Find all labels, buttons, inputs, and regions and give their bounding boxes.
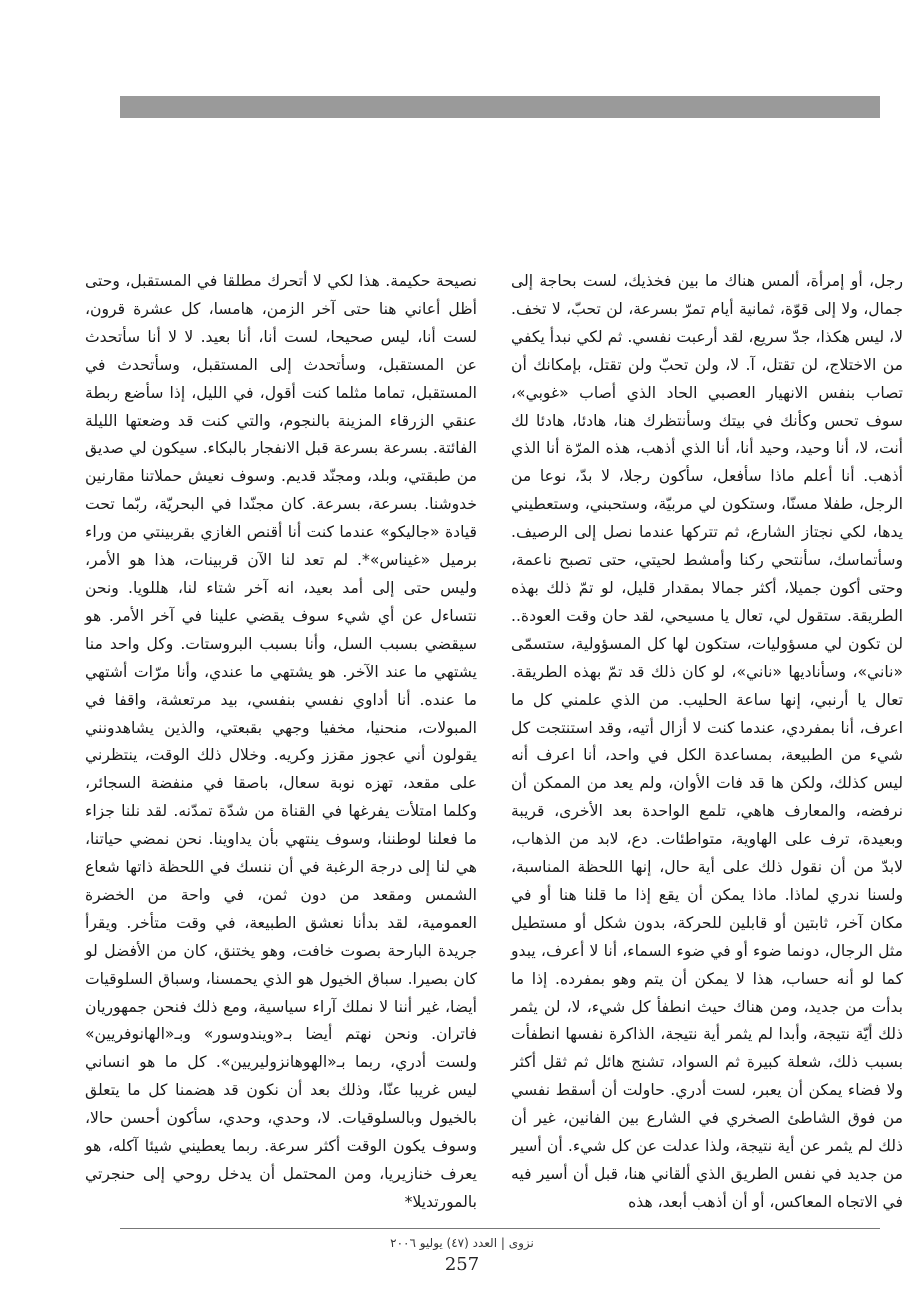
- right-column-paragraph: رجل، أو إمرأة، ألمس هناك ما بين فخذيك، لست بحاجة إلى جمال، ولا إلى قوّة، ثمانية أيام تمرّ بسرعة، لن تحبّ، لا تخف. لا، ليس هكذا، جدّ سريع، لقد أرعبت نفسي. ثم لكي نبدأ يكفي من الاختلاج، لن تقتل، آ. لا، ولن تحبّ ولن تقتل، بإمكانك أن تصاب بنفس الانهيار العصبي الحاد الذي أصاب «غوبي»، سوف تحس وكأنك في بيتك وسأنتظرك هنا، هادئا، هادئا لك أنت، لا، أنا وحيد، وحيد أنا، أنا الذي أذهب، هذه المرّة أنا الذي أذهب. أنا أعلم ماذا سأفعل، سأكون رجلا، لا بدّ، نوعا من الرجل، طفلا مسنّا، وستكون لي مربيّة، وستحبني، وستعطيني يدها، لكي نجتاز الشارع، ثم تتركها عندما نصل إلى الرصيف. وسأتماسك، سأنتحي ركنا وأمشط لحيتي، حتى تصبح ناعمة، وحتى أكون جميلا، أكثر جمالا بمقدار قليل، لو تمّ ذلك بهذه الطريقة. ستقول لي، تعال يا مسيحي، لقد حان وقت العودة.. لن تكون لي مسؤوليات، ستكون لها كل المسؤولية، ستسمّى «ناني»، وسأناديها «ناني»، لو كان ذلك قد تمّ بهذه الطريقة. تعال يا أرنبي، إنها ساعة الحليب. من الذي علمني كل ما اعرف، أنا بمفردي، عندما كنت لا أزال أتيه، وقد استنتجت كل شيء من الطبيعة، بمساعدة الكل في واحد، أنا اعرف أنه ليس كذلك، ولكن ها قد فات الأوان، ولم يعد من الممكن أن نرفضه، والمعارف هاهي، تلمع الواحدة بعد الأخرى، قريبة وبعيدة، ترف على الهاوية، متواطئات. دع، لابد من الذهاب، لابدّ من أن نقول ذلك على أية حال، إنها اللحظة المناسبة، ولسنا ندري لماذا. ماذا يمكن أن يقع إذا ما قلنا هنا أو في مكان آخر، ثابتين أو قابلين للحركة، بدون شكل أو مستطيل مثل الرجال، دونما ضوء أو في ضوء السماء، أنا لا أعرف، يبدو كما لو أنه حساب، هذا لا يمكن أن يتم وهو بمفرده. إذا ما بدأت من جديد، ومن هناك حيث انطفأ كل شيء، لا، لن يثمر ذلك أيّة نتيجة، وأبدا لم يثمر أية نتيجة، الذاكرة نفسها انطفأت بسبب ذلك، شعلة كبيرة ثم السواد، تشنج هائل ثم ثقل أكثر ولا فضاء يمكن أن يعبر، لست أدري. حاولت أن أسقط نفسي من فوق الشاطئ الصخري في الشارع بين الفانين، غير أن ذلك لم يثمر عن أية نتيجة، ولذا عدلت عن كل شيء. أن أسير من جديد في نفس الطريق الذي ألقاني هنا، قبل أن أسير فيه في الاتجاه المعاكس، أو أن أذهب أبعد، هذه: [511, 272, 903, 1211]
- journal-issue-line: نزوى | العدد (٤٧) يوليو ٢٠٠٦: [390, 1236, 534, 1250]
- left-column-paragraph: نصيحة حكيمة. هذا لكي لا أتحرك مطلقا في المستقبل، وحتى أظل أعاني هنا حتى آخر الزمن، هامسا، كل عشرة قرون، لست أنا، ليس صحيحا، لست أنا، أنا بعيد. لا لا أنا سأتحدث عن المستقبل، وسأتحدث إلى المستقبل، وسأتحدث في المستقبل، تماما مثلما كنت أقول، في الليل، إذا سأضع ربطة عنقي الزرقاء المزينة بالنجوم، والتي كنت قد وضعتها الليلة الفائتة. بسرعة بسرعة قبل الانفجار بالبكاء. سيكون لي صديق من طبقتي، وبلد، ومجنّد قديم. وسوف نعيش حملاتنا مقارنين خدوشنا. بسرعة، بسرعة. كان مجنّدا في البحريّة، ربّما تحت قيادة «جاليكو» عندما كنت أنا أقنص الغازي بقربينتي من وراء برميل «غيناس»*. لم تعد لنا الآن قربينات، هذا هو الأمر، وليس حتى إلى أمد بعيد، انه آخر شتاء لنا، هللويا. ونحن نتساءل عن أي شيء سوف يقضي علينا في آخر الأمر. هو سيقضي بسبب السل، وأنا بسبب البروستات. وكل واحد منا يشتهي ما عند الآخر. هو يشتهي ما عندي، وأنا مرّات أشتهي ما عنده. أنا أداوي نفسي بنفسي، بيد مرتعشة، واقفا في المبولات، منحنيا، مخفيا وجهي بقبعتي، والذين يشاهدونني يقولون أني عجوز مقزز وكريه. وخلال ذلك الوقت، ينتظرني على مقعد، تهزه نوبة سعال، باصقا في منفضة السجائر، وكلما امتلأت يفرغها في القناة من شدّة تمدّنه. لقد نلنا جزاء ما فعلنا لوطننا، وسوف ينتهي بأن يداوينا. نحن نمضي حياتنا، هي لنا إلى درجة الرغبة في أن ننسك في اللحظة ذاتها شعاع الشمس ومقعد من دون ثمن، في واحة من الخضرة العمومية، لقد بدأنا نعشق الطبيعة، في وقت متأخر. ويقرأ جريدة البارحة بصوت خافت، وهو يختنق، كان من الأفضل لو كان بصيرا. سباق الخيول هو الذي يحمسنا، وسباق السلوقيات أيضا، غير أننا لا نملك آراء سياسية، ومع ذلك فنحن جمهوريان فاتران. ونحن نهتم أيضا بـ«ويندوسور» وبـ«الهانوفريين» ولست أدري، ربما بـ«الهوهانزوليريين». كل ما هو انساني ليس غريبا عنّا، وذلك بعد أن نكون قد هضمنا كل ما يتعلق بالخيول وبالسلوقيات. لا، وحدي، وحدي، سأكون أحسن حالا، وسوف يكون الوقت أكثر سرعة. ربما يعطيني شيئا آكله، هو يعرف خنازيريا، ومن المحتمل أن يدخل روحي إلى حنجرتي بالمورتديلا*: [85, 272, 477, 1211]
- footer-rule: [120, 1228, 880, 1229]
- page-number: 257: [444, 1254, 480, 1275]
- text-column-right: [511, 268, 903, 1217]
- header-band: [120, 96, 880, 118]
- text-column-left: [85, 268, 477, 1217]
